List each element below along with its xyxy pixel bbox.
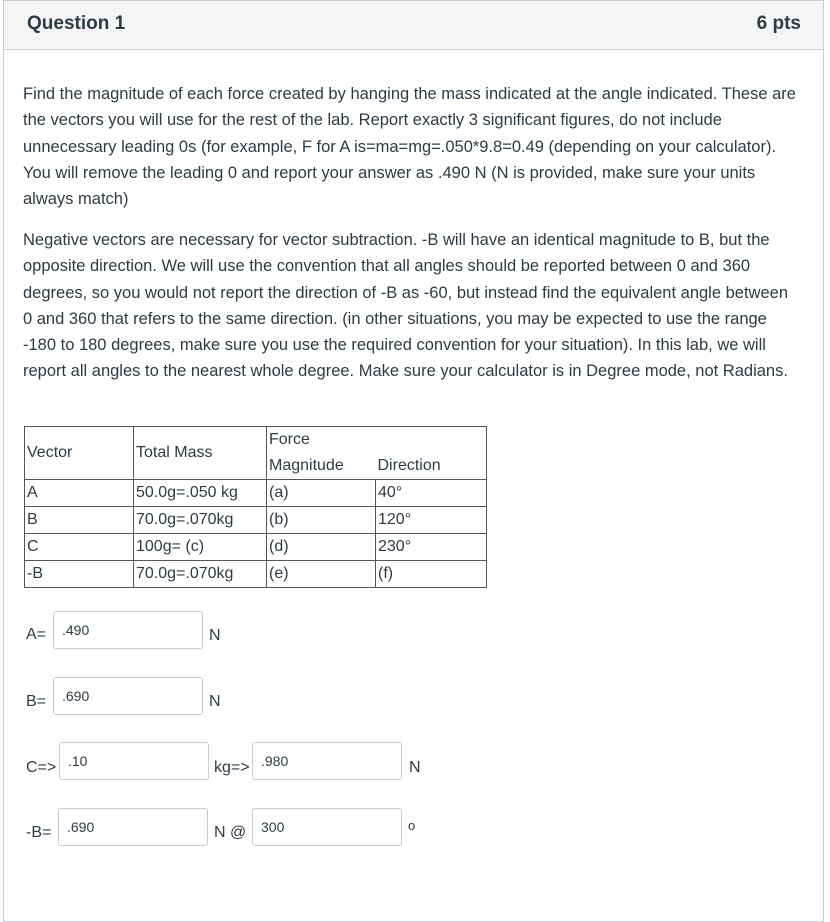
cell-mass: 50.0g=.050 kg (134, 480, 267, 507)
cell-vector: -B (25, 561, 134, 588)
answer-neg-b-direction-input[interactable]: 300 (252, 808, 402, 846)
vector-table (24, 426, 487, 588)
question-header (4, 1, 823, 50)
table-row (25, 534, 487, 561)
table-row (25, 561, 487, 588)
answer-b-label: B= (26, 693, 47, 710)
answer-a-label: A= (26, 626, 47, 643)
header-direction: Direction (376, 453, 487, 480)
cell-direction: (f) (376, 561, 487, 588)
answer-neg-b-magnitude-input[interactable]: .690 (58, 808, 208, 846)
header-force: Force (267, 427, 487, 454)
cell-magnitude: (e) (267, 561, 376, 588)
answer-c-mid-label: kg=> (214, 759, 250, 776)
cell-vector: A (25, 480, 134, 507)
table-row (25, 480, 487, 507)
header-magnitude: Magnitude (267, 453, 376, 480)
instructions-paragraph-1: Find the magnitude of each force created by hanging the mass indicated at the angle indicated. These are the vectors you will use for the rest of the lab. Report exactly 3 significant figures, do not include unnecessary leading 0s (for example, F for A is=ma=mg=.050*9.8=0.49 (depending on your calculator). You will remove the leading 0 and report your answer as .490 N (N is provided, make sure your units always match) (23, 85, 796, 209)
answer-neg-b-label: -B= (26, 824, 52, 841)
cell-vector: B (25, 507, 134, 534)
cell-direction: 120° (376, 507, 487, 534)
question-title: Question 1 (27, 13, 126, 34)
cell-magnitude: (b) (267, 507, 376, 534)
question-points: 6 pts (756, 13, 801, 34)
answer-c-mass-input[interactable]: .10 (59, 742, 209, 780)
degree-unit: o (408, 818, 416, 833)
header-vector: Vector (25, 427, 134, 480)
cell-direction: 230° (376, 534, 487, 561)
instructions-paragraph-2: Negative vectors are necessary for vector subtraction. -B will have an identical magnitude to B, but the opposite direction. We will use the convention that all angles should be reported between 0 and 360 degrees, so you would not report the direction of -B as -60, but instead find the equivalent angle between 0 and 360 that refers to the same direction. (in other situations, you may be expected to use the range -180 to 180 degrees, make sure you use the required convention for your situation). In this lab, we will report all angles to the nearest whole degree. Make sure your calculator is in Degree mode, not Radians. (23, 231, 788, 381)
answer-c-force-input[interactable]: .980 (252, 742, 402, 780)
table-row (25, 507, 487, 534)
answer-b-input[interactable]: .690 (53, 677, 203, 715)
cell-magnitude: (a) (267, 480, 376, 507)
answer-a-input[interactable]: .490 (53, 611, 203, 649)
cell-mass: 70.0g=.070kg (134, 507, 267, 534)
cell-mass: 100g= (c) (134, 534, 267, 561)
header-total-mass: Total Mass (134, 427, 267, 480)
cell-magnitude: (d) (267, 534, 376, 561)
cell-vector: C (25, 534, 134, 561)
answer-c-label: C=> (26, 759, 57, 776)
cell-mass: 70.0g=.070kg (134, 561, 267, 588)
answer-a-unit: N (209, 627, 221, 644)
answer-b-unit: N (209, 693, 221, 710)
answer-c-unit: N (409, 759, 421, 776)
cell-direction: 40° (376, 480, 487, 507)
answer-neg-b-mid-label: N @ (214, 824, 247, 841)
